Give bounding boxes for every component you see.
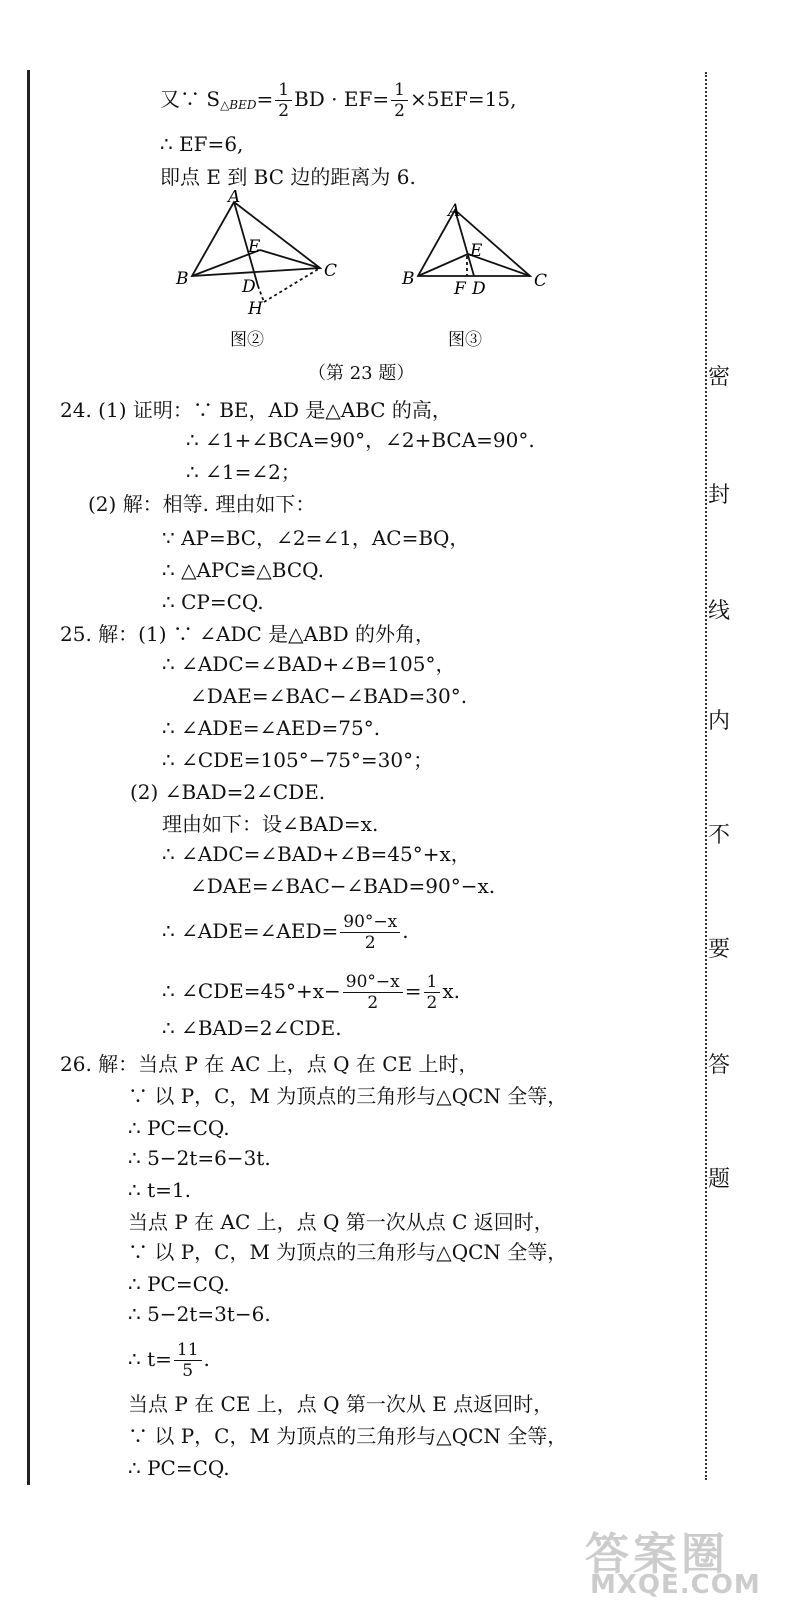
text-line: ∴ ∠1+∠BCA=90°，∠2+BCA=90°. xyxy=(186,428,535,452)
label-C: C xyxy=(324,261,338,281)
text-line: ∴ 5−2t=3t−6. xyxy=(128,1302,271,1326)
label-E: E xyxy=(248,237,261,257)
side-char: 要 xyxy=(708,937,731,962)
label-D: D xyxy=(472,279,486,299)
label-C: C xyxy=(534,271,548,291)
text-line: ∴ ∠ADC=∠BAD+∠B=45°+x， xyxy=(162,842,471,866)
text-line: ∴ 5−2t=6−3t. xyxy=(128,1146,271,1170)
figure-3-caption: 图③ xyxy=(448,330,482,350)
text-line: 当点 P 在 CE 上，点 Q 第一次从 E 点返回时， xyxy=(128,1392,554,1416)
text-line: (2) ∠BAD=2∠CDE. xyxy=(130,780,326,804)
side-char: 题 xyxy=(708,1167,731,1192)
text-line: 26. 解：当点 P 在 AC 上，点 Q 在 CE 上时， xyxy=(60,1052,479,1076)
text-line: ∵ 以 P，C，M 为顶点的三角形与△QCN 全等， xyxy=(128,1084,568,1108)
text-line: ∴ EF=6, xyxy=(160,132,244,156)
side-char: 密 xyxy=(708,365,731,390)
text-line: ∴ ∠BAD=2∠CDE. xyxy=(162,1016,342,1040)
text-line: ∴ ∠1=∠2； xyxy=(186,460,301,484)
text-line: 理由如下：设∠BAD=x. xyxy=(162,812,379,836)
watermark-logo: 答案圈 MXQE.COM xyxy=(585,1529,761,1600)
text-line: 24. (1) 证明：∵ BE，AD 是△ABC 的高， xyxy=(60,398,452,422)
text-line: ∴ PC=CQ. xyxy=(128,1116,230,1140)
fraction-line: ∴ ∠CDE=45°+x− $\frac{90^\circ-x}{2}$ = $\frac{1}{2}$ x. xyxy=(162,972,460,1013)
figure-23 xyxy=(170,190,570,360)
text-line: ∴ PC=CQ. xyxy=(128,1456,230,1480)
label-A: A xyxy=(448,201,461,221)
side-char: 答 xyxy=(708,1053,731,1078)
text-line: ∴ △APC≌△BCQ. xyxy=(162,558,324,582)
text-line: 即点 E 到 BC 边的距离为 6. xyxy=(160,165,416,189)
label-B: B xyxy=(402,269,415,289)
text-line: ∴ t=1. xyxy=(128,1178,191,1202)
fraction-line: ∴ t= $\frac{11}{5}$ . xyxy=(128,1340,210,1381)
fraction-line: ∴ ∠ADE=∠AED= $\frac{90^\circ-x}{2}$ . xyxy=(162,912,409,953)
text-line: ∴ ∠ADC=∠BAD+∠B=105°， xyxy=(162,652,456,676)
seal-dotted-line xyxy=(705,72,707,1480)
text-line: ∠DAE=∠BAC−∠BAD=90°−x. xyxy=(190,874,496,898)
text-line: ∴ ∠ADE=∠AED=75°. xyxy=(162,716,381,740)
figure-2-caption: 图② xyxy=(230,330,264,350)
text-line: ∴ PC=CQ. xyxy=(128,1272,230,1296)
text-line: ∵ 以 P，C，M 为顶点的三角形与△QCN 全等， xyxy=(128,1240,568,1264)
side-char: 封 xyxy=(708,483,731,508)
text-line: ∠DAE=∠BAC−∠BAD=30°. xyxy=(190,684,468,708)
side-char: 线 xyxy=(708,599,731,624)
label-A: A xyxy=(228,190,241,207)
figure-caption: （第 23 题） xyxy=(308,363,415,384)
text-line: 当点 P 在 AC 上，点 Q 第一次从点 C 返回时， xyxy=(128,1210,554,1234)
label-B: B xyxy=(176,269,189,289)
label-D: D xyxy=(242,277,256,297)
left-margin-bar xyxy=(27,70,30,1485)
label-H: H xyxy=(248,299,263,319)
side-char: 不 xyxy=(708,823,731,848)
area-equation: 又∵ $S_{\triangle BED}=$ $\frac{1}{2}$ BD · EF= $\frac{1}{2}$ ×5EF=15, xyxy=(160,80,517,121)
label-E: E xyxy=(470,241,483,261)
text-line: ∵ 以 P，C，M 为顶点的三角形与△QCN 全等， xyxy=(128,1424,568,1448)
text-line: 25. 解：(1) ∵ ∠ADC 是△ABD 的外角， xyxy=(60,622,436,646)
text-line: ∴ CP=CQ. xyxy=(162,590,264,614)
side-char: 内 xyxy=(708,709,731,734)
text-line: ∴ ∠CDE=105°−75°=30°； xyxy=(162,748,434,772)
text-line: ∵ AP=BC，∠2=∠1，AC=BQ， xyxy=(162,526,470,550)
text-line: (2) 解：相等. 理由如下： xyxy=(88,492,316,516)
label-F: F xyxy=(454,279,466,299)
